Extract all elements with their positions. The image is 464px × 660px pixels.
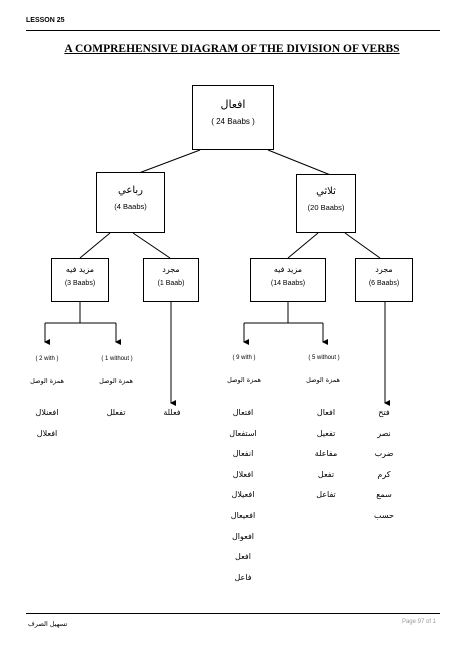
thulathi-with-forms (220, 403, 266, 588)
root-arabic: افعال (220, 98, 246, 111)
footer-book-title: تسهيل الصرف (28, 620, 68, 628)
form-item: تفعيل (316, 428, 336, 438)
page-title: A COMPREHENSIVE DIAGRAM OF THE DIVISION OF VERBS (64, 43, 400, 55)
form-item: كرم (377, 469, 391, 479)
form-item: فتح (378, 408, 390, 417)
rubaai-with-forms (26, 403, 68, 444)
form-item: مفاعلة (314, 449, 338, 459)
thulathi-mujarrad-box (355, 258, 413, 302)
form-item: حسب (374, 510, 394, 520)
thulathi-mujarrad-forms (364, 403, 404, 527)
form-item: فاعل (234, 572, 252, 582)
thulathi-box (296, 174, 356, 233)
rubaai-count: (4 Baabs) (114, 202, 147, 211)
thulathi-mujarrad-arabic: مجرد (375, 265, 393, 274)
rubaai-box (96, 172, 165, 233)
rubaai-without-forms (96, 403, 136, 424)
form-item: تفعلل (106, 408, 126, 417)
rubaai-without-hamza: همزة الوصل (99, 377, 133, 385)
lesson-number: LESSON 25 (26, 17, 65, 24)
thulathi-with-hamza: همزة الوصل (227, 376, 261, 384)
rubaai-mazeed-count: (3 Baabs) (64, 280, 96, 287)
form-item: افعنلال (35, 408, 59, 417)
form-item: ضرب (374, 449, 394, 459)
rubaai-mujarrad-box (143, 258, 199, 302)
form-item: افعوال (231, 531, 255, 541)
form-item: افعلال (36, 428, 58, 438)
thulathi-with-label: ( 9 with ) (232, 355, 256, 361)
rubaai-mazeed-arabic: مزيد فيه (65, 265, 95, 274)
rubaai-mujarrad-count: (1 Baab) (157, 280, 185, 287)
form-item: افعلال (232, 469, 254, 479)
form-item: تفاعل (316, 490, 336, 500)
rubaai-arabic: رباعي (118, 185, 143, 196)
rubaai-without-label: ( 1 without ) (101, 356, 133, 362)
form-item: افعال (316, 408, 336, 417)
form-item: فعللة (163, 408, 181, 417)
thulathi-mujarrad-count: (6 Baabs) (368, 280, 400, 287)
form-item: افعل (235, 552, 251, 562)
thulathi-mazeed-count: (14 Baabs) (270, 280, 306, 287)
form-item: انفعال (232, 449, 254, 459)
form-item: سمع (376, 490, 392, 500)
rubaai-mujarrad-forms (152, 403, 192, 424)
rubaai-with-hamza: همزة الوصل (30, 377, 64, 385)
root-count: ( 24 Baabs ) (211, 117, 255, 126)
thulathi-without-hamza: همزة الوصل (306, 376, 340, 384)
thulathi-mazeed-arabic: مزيد فيه (273, 265, 303, 274)
thulathi-count: (20 Baabs) (307, 203, 345, 212)
form-item: افتعال (232, 408, 254, 417)
thulathi-arabic: ثلاثي (316, 186, 336, 197)
form-item: نصر (377, 428, 391, 438)
form-item: تفعل (317, 469, 335, 479)
form-item: افعيعال (230, 510, 256, 520)
footer-page-number: Page 97 of 1 (401, 619, 436, 625)
thulathi-without-label: ( 5 without ) (308, 355, 340, 361)
rubaai-mazeed-box (51, 258, 109, 302)
thulathi-without-forms (304, 403, 348, 506)
rubaai-mujarrad-arabic: مجرد (162, 265, 180, 274)
rubaai-with-label: ( 2 with ) (35, 356, 59, 362)
form-item: افعيلال (231, 490, 255, 500)
form-item: استفعال (229, 428, 257, 438)
thulathi-mazeed-box (250, 258, 326, 302)
root-box (192, 85, 274, 150)
footer-rule (26, 613, 440, 614)
